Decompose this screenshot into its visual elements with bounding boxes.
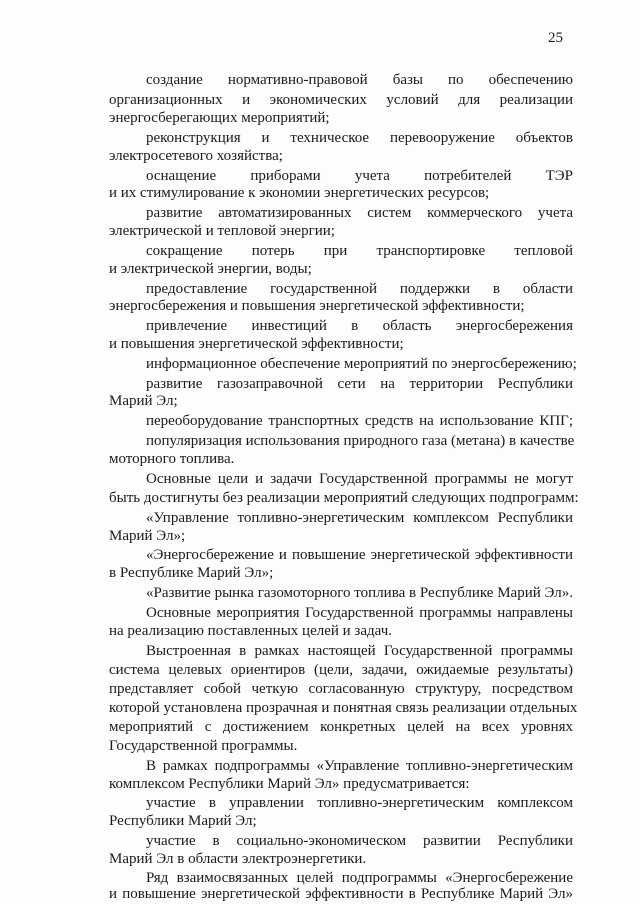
text-line: мероприятий с достижением конкретных целей на всех уровнях xyxy=(109,719,573,735)
text-line: моторного топлива. xyxy=(109,451,235,467)
text-line: Марий Эл в области электроэнергетики. xyxy=(109,851,367,867)
text-line: В рамках подпрограммы «Управление топливно-энергетическим xyxy=(146,758,573,774)
text-line: система целевых ориентиров (цели, задачи, ожидаемые результаты) xyxy=(109,662,573,678)
text-line: Основные цели и задачи Государственной программы не могут xyxy=(146,471,573,487)
text-line: переоборудование транспортных средств на использование КПГ; xyxy=(146,413,573,429)
text-line: которой установлена прозрачная и понятная связь реализации отдельных xyxy=(109,700,578,716)
text-line: участие в социально-экономическом развитии Республики xyxy=(146,833,573,849)
text-line: Марий Эл; xyxy=(109,393,178,409)
text-line: Основные мероприятия Государственной программы направлены xyxy=(146,605,573,621)
text-line: и их стимулирование к экономии энергетических ресурсов; xyxy=(109,185,490,201)
text-line: развитие газозаправочной сети на территории Республики xyxy=(146,376,573,392)
text-line: быть достигнуты без реализации мероприятий следующих подпрограмм: xyxy=(109,490,579,506)
text-line: и электрической энергии, воды; xyxy=(109,261,312,277)
text-line: Марий Эл»; xyxy=(109,528,186,544)
text-line: сокращение потерь при транспортировке тепловой xyxy=(146,243,573,259)
text-line: создание нормативно-правовой базы по обеспечению xyxy=(146,72,573,88)
text-line: и повышение энергетической эффективности в Республике Марий Эл» xyxy=(109,886,573,902)
text-line: энергосбережения и повышения энергетической эффективности; xyxy=(109,298,525,314)
text-line: «Управление топливно-энергетическим комплексом Республики xyxy=(146,510,573,526)
text-line: развитие автоматизированных систем коммерческого учета xyxy=(146,205,573,221)
text-line: Республики Марий Эл; xyxy=(109,813,257,829)
text-line: реконструкция и техническое перевооружение объектов xyxy=(146,130,573,146)
text-line: «Энергосбережение и повышение энергетической эффективности xyxy=(146,547,573,563)
text-line: информационное обеспечение мероприятий по энергосбережению; xyxy=(146,356,577,372)
text-line: участие в управлении топливно-энергетическим комплексом xyxy=(146,795,573,811)
text-line: «Развитие рынка газомоторного топлива в Республике Марий Эл». xyxy=(146,585,573,601)
text-line: предоставление государственной поддержки в области xyxy=(146,281,573,297)
text-line: представляет собой четкую согласованную структуру, посредством xyxy=(109,681,573,697)
text-line: Выстроенная в рамках настоящей Государственной программы xyxy=(146,643,573,659)
text-line: оснащение приборами учета потребителей ТЭР xyxy=(146,168,573,184)
text-line: комплексом Республики Марий Эл» предусматривается: xyxy=(109,776,470,792)
text-line: Государственной программы. xyxy=(109,738,298,754)
text-line: привлечение инвестиций в область энергосбережения xyxy=(146,318,573,334)
text-line: организационных и экономических условий для реализации xyxy=(109,92,573,108)
text-line: энергосберегающих мероприятий; xyxy=(109,110,330,126)
text-line: электросетевого хозяйства; xyxy=(109,148,283,164)
text-line: в Республике Марий Эл»; xyxy=(109,565,274,581)
text-line: электрической и тепловой энергии; xyxy=(109,223,335,239)
page-number: 25 xyxy=(548,30,563,46)
text-line: и повышения энергетической эффективности; xyxy=(109,336,404,352)
text-line: на реализацию поставленных целей и задач. xyxy=(109,623,392,639)
text-line: популяризация использования природного газа (метана) в качестве xyxy=(146,433,575,449)
text-line: Ряд взаимосвязанных целей подпрограммы «Энергосбережение xyxy=(146,870,573,886)
